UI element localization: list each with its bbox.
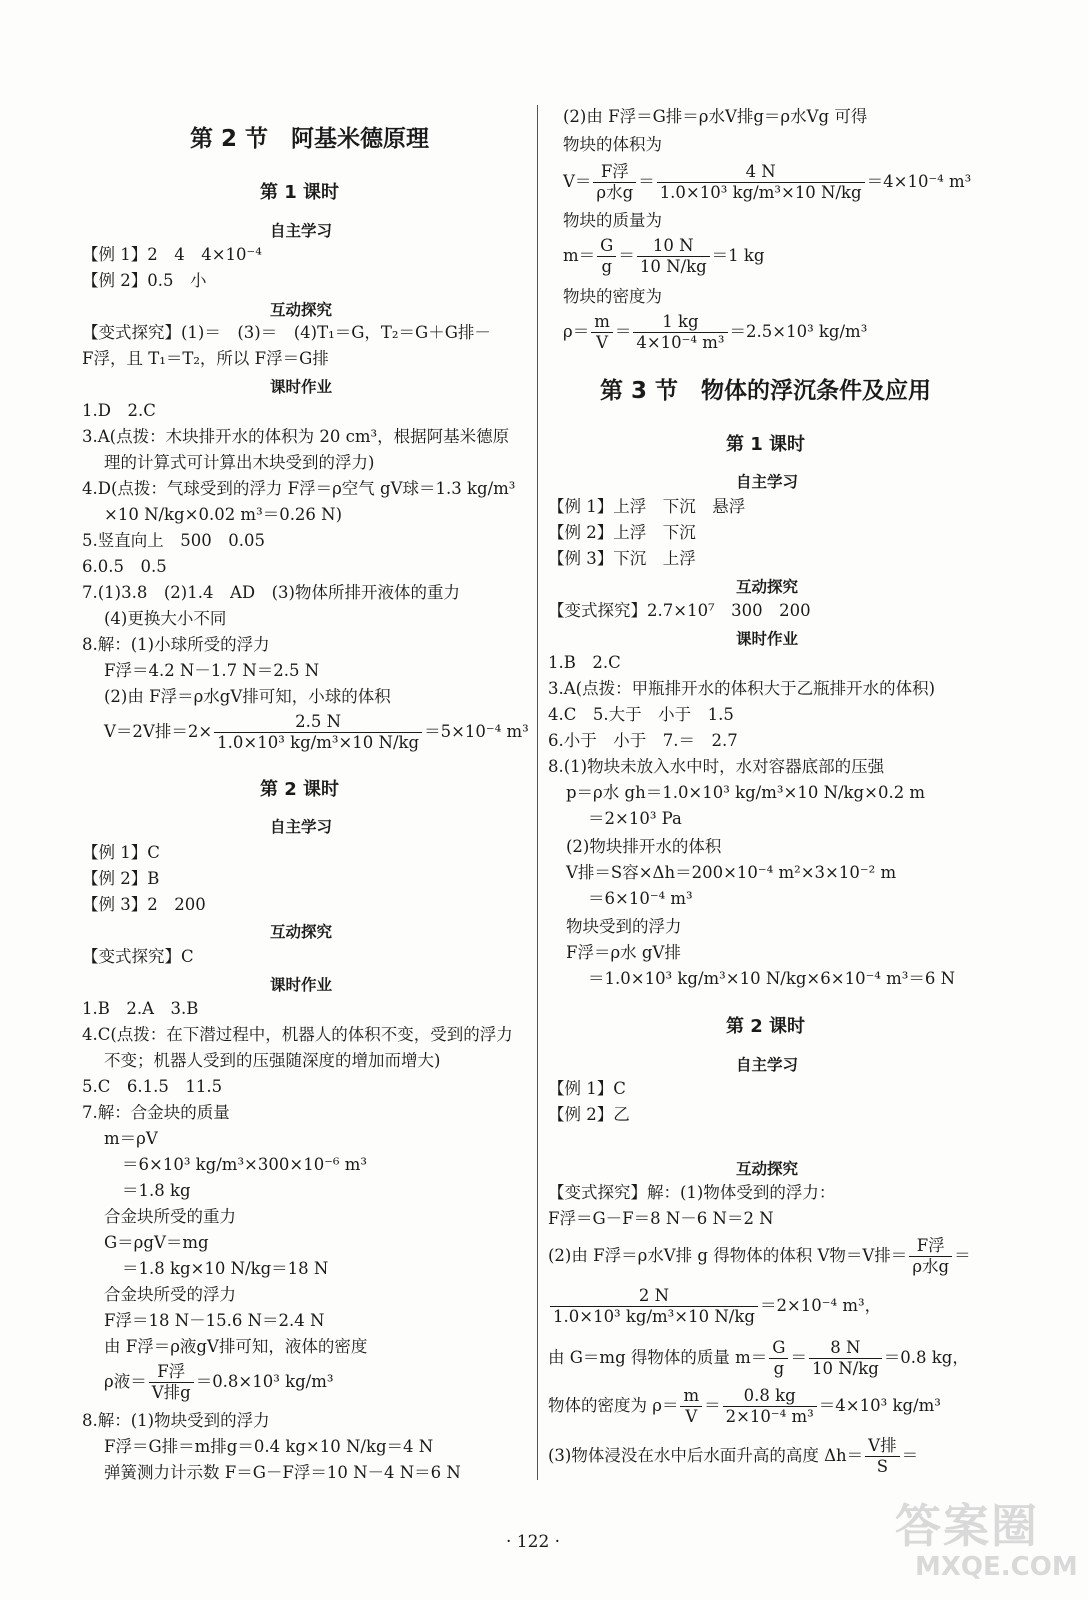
watermark-logo: 答案圈 MXQE.COM xyxy=(895,1499,1078,1582)
answer-line: 3.A(点拨：甲瓶排开水的体积大于乙瓶排开水的体积) xyxy=(548,679,936,698)
column-divider xyxy=(537,105,538,1480)
answer-line: 不变；机器人受到的压强随深度的增加而增大) xyxy=(104,1051,441,1070)
subheading-homework: 课时作业 xyxy=(270,976,333,994)
answer-line: 7.解：合金块的质量 xyxy=(82,1103,230,1122)
subheading-interactive: 互动探究 xyxy=(270,301,333,319)
answer-line: 理的计算式可计算出木块受到的浮力) xyxy=(104,453,375,472)
fraction: $\frac{10 N}{10 N/kg}$ xyxy=(637,236,710,277)
example-1-answer: 【例 1】上浮 下沉 悬浮 xyxy=(548,497,746,516)
example-1-answer: 【例 1】C xyxy=(548,1079,626,1098)
answer-line: 8.解：(1)小球所受的浮力 xyxy=(82,635,270,654)
fraction: $\frac{2 N}{\text{1.0×10³ kg/m³×10 N/kg}}$ xyxy=(550,1286,758,1327)
answer-line: ＝1.8 kg×10 N/kg＝18 N xyxy=(122,1259,329,1278)
subheading-self-study: 自主学习 xyxy=(270,222,333,240)
answer-line: 7.(1)3.8 (2)1.4 AD (3)物体所排开液体的重力 xyxy=(82,583,460,602)
example-2-answer: 【例 2】B xyxy=(82,869,160,888)
formula-line: 物体的密度为 ρ＝ $\frac{m}{V}$ ＝ $\frac{0.8 kg}{\text{2×10⁻⁴ m³}}$ ＝4×10³ kg/m³ xyxy=(548,1386,941,1426)
answer-line: 物块的体积为 xyxy=(563,135,662,154)
fraction: $\frac{2.5 N}{\text{1.0×10³ kg/m³×10 N/kg}}$ xyxy=(214,712,422,753)
example-1-answer: 【例 1】2 4 4×10⁻⁴ xyxy=(82,245,262,264)
variant-answer: 【变式探究】解：(1)物体受到的浮力： xyxy=(548,1183,836,1202)
answer-line: ＝6×10³ kg/m³×300×10⁻⁶ m³ xyxy=(122,1155,368,1174)
answer-line: ＝6×10⁻⁴ m³ xyxy=(588,889,693,908)
variant-answer-line1: 【变式探究】(1)＝ (3)＝ (4)T₁＝G，T₂＝G＋G排－ xyxy=(82,323,491,342)
subheading-interactive: 互动探究 xyxy=(736,1160,799,1178)
answer-line: G＝ρgV＝mg xyxy=(104,1233,209,1252)
fraction: $\frac{G}{g}$ xyxy=(597,236,616,277)
example-1-answer: 【例 1】C xyxy=(82,843,160,862)
answer-line: 4.C 5.大于 小于 1.5 xyxy=(548,705,734,724)
answer-line: 1.D 2.C xyxy=(82,401,156,420)
example-2-answer: 【例 2】0.5 小 xyxy=(82,271,207,290)
fraction: $\frac{\text{F浮}}{\text{ρ水g}}$ xyxy=(909,1236,952,1277)
answer-line: 合金块所受的浮力 xyxy=(104,1285,236,1304)
answer-line: 1.B 2.A 3.B xyxy=(82,999,199,1018)
answer-line: ×10 N/kg×0.02 m³＝0.26 N) xyxy=(104,505,343,524)
subheading-interactive: 互动探究 xyxy=(270,923,333,941)
variant-answer: 【变式探究】C xyxy=(82,947,194,966)
formula-line: (2)由 F浮＝ρ水V排 g 得物体的体积 V物＝V排＝ $\frac{\text{F浮}}{\text{ρ水g}}$ ＝ xyxy=(548,1236,971,1276)
fraction: $\frac{\text{V排}}{S}$ xyxy=(865,1436,899,1477)
subheading-self-study: 自主学习 xyxy=(270,818,333,836)
subheading-homework: 课时作业 xyxy=(270,378,333,396)
page-number: · 122 · xyxy=(506,1532,561,1552)
subheading-homework: 课时作业 xyxy=(736,630,799,648)
answer-line: 3.A(点拨：木块排开水的体积为 20 cm³，根据阿基米德原 xyxy=(82,427,510,446)
lesson-2-title: 第 2 课时 xyxy=(260,779,340,800)
answer-line: 1.B 2.C xyxy=(548,653,621,672)
answer-line: 4.C(点拨：在下潜过程中，机器人的体积不变，受到的浮力 xyxy=(82,1025,513,1044)
variant-answer-line2: F浮，且 T₁＝T₂，所以 F浮＝G排 xyxy=(82,349,329,368)
fraction: $\frac{m}{V}$ xyxy=(591,312,613,353)
answer-line: F浮＝4.2 N－1.7 N＝2.5 N xyxy=(104,661,320,680)
answer-line: 8.(1)物块未放入水中时，水对容器底部的压强 xyxy=(548,757,885,776)
subheading-self-study: 自主学习 xyxy=(736,1056,799,1074)
answer-line: 5.竖直向上 500 0.05 xyxy=(82,531,265,550)
answer-line: 由 F浮＝ρ液gV排可知，液体的密度 xyxy=(104,1337,368,1356)
formula-line: ρ液＝ $\frac{\text{F浮}}{\text{V排g}}$ ＝0.8×10³ kg/m³ xyxy=(104,1362,334,1402)
answer-line: ＝2×10³ Pa xyxy=(588,809,682,828)
fraction: $\frac{4 N}{\text{1.0×10³ kg/m³×10 N/kg}}$ xyxy=(657,162,865,203)
answer-line: 物块的质量为 xyxy=(563,211,662,230)
example-3-answer: 【例 3】2 200 xyxy=(82,895,206,914)
fraction: $\frac{8 N}{10 N/kg}$ xyxy=(809,1338,882,1379)
answer-line: (2)由 F浮＝ρ水gV排可知，小球的体积 xyxy=(104,687,391,706)
formula-line: m＝ $\frac{G}{g}$ ＝ $\frac{10 N}{10 N/kg}$ ＝1 kg xyxy=(563,236,765,276)
answer-line: 6.小于 小于 7.＝ 2.7 xyxy=(548,731,738,750)
answer-line: 合金块所受的重力 xyxy=(104,1207,236,1226)
formula-line: (3)物体浸没在水中后水面升高的高度 Δh＝ $\frac{\text{V排}}{S}$ ＝ xyxy=(548,1436,919,1476)
answer-line: 物块受到的浮力 xyxy=(566,917,682,936)
example-2-answer: 【例 2】乙 xyxy=(548,1105,630,1124)
lesson-1-title: 第 1 课时 xyxy=(260,182,340,203)
formula-line: V＝ $\frac{\text{F浮}}{\text{ρ水g}}$ ＝ $\frac{4 N}{\text{1.0×10³ kg/m³×10 N/kg}}$ ＝4×10⁻⁴ m³ xyxy=(563,162,972,202)
fraction: $\frac{0.8 kg}{\text{2×10⁻⁴ m³}}$ xyxy=(723,1386,817,1427)
example-3-answer: 【例 3】下沉 上浮 xyxy=(548,549,696,568)
answer-line: ＝1.8 kg xyxy=(122,1181,191,1200)
answer-line: 6.0.5 0.5 xyxy=(82,557,167,576)
fraction: $\frac{\text{F浮}}{\text{V排g}}$ xyxy=(149,1362,194,1403)
example-2-answer: 【例 2】上浮 下沉 xyxy=(548,523,696,542)
answer-line: p＝ρ水 gh＝1.0×10³ kg/m³×10 N/kg×0.2 m xyxy=(566,783,926,802)
answer-line: F浮＝G－F＝8 N－6 N＝2 N xyxy=(548,1209,774,1228)
subheading-self-study: 自主学习 xyxy=(736,473,799,491)
formula-line: 由 G＝mg 得物体的质量 m＝ $\frac{G}{g}$ ＝ $\frac{8 N}{10 N/kg}$ ＝0.8 kg， xyxy=(548,1338,969,1378)
formula-line: $\frac{2 N}{\text{1.0×10³ kg/m³×10 N/kg}}$ ＝2×10⁻⁴ m³， xyxy=(548,1286,881,1327)
answer-line: m＝ρV xyxy=(104,1129,158,1148)
variant-answer: 【变式探究】2.7×10⁷ 300 200 xyxy=(548,601,811,620)
fraction: $\frac{1 kg}{\text{4×10⁻⁴ m³}}$ xyxy=(633,312,727,353)
answer-line: 5.C 6.1.5 11.5 xyxy=(82,1077,223,1096)
section-2-title: 第 2 节 阿基米德原理 xyxy=(190,126,430,152)
fraction: $\frac{G}{g}$ xyxy=(769,1338,788,1379)
fraction: $\frac{\text{F浮}}{\text{ρ水g}}$ xyxy=(593,162,636,203)
subheading-interactive: 互动探究 xyxy=(736,578,799,596)
answer-line: F浮＝18 N－15.6 N＝2.4 N xyxy=(104,1311,325,1330)
section-3-title: 第 3 节 物体的浮沉条件及应用 xyxy=(600,378,932,404)
answer-line: 物块的密度为 xyxy=(563,287,662,306)
answer-line: 4.D(点拨：气球受到的浮力 F浮＝ρ空气 gV球＝1.3 kg/m³ xyxy=(82,479,516,498)
answer-line: V排＝S容×Δh＝200×10⁻⁴ m²×3×10⁻² m xyxy=(566,863,897,882)
answer-line: 弹簧测力计示数 F＝G－F浮＝10 N－4 N＝6 N xyxy=(104,1463,461,1482)
answer-line: ＝1.0×10³ kg/m³×10 N/kg×6×10⁻⁴ m³＝6 N xyxy=(588,969,956,988)
answer-line: 8.解：(1)物块受到的浮力 xyxy=(82,1411,270,1430)
answer-line: (4)更换大小不同 xyxy=(104,609,227,628)
fraction: $\frac{m}{V}$ xyxy=(680,1386,702,1427)
answer-line: F浮＝G排＝m排g＝0.4 kg×10 N/kg＝4 N xyxy=(104,1437,434,1456)
lesson-1-title: 第 1 课时 xyxy=(726,434,806,455)
lesson-2-title: 第 2 课时 xyxy=(726,1016,806,1037)
answer-line: (2)物块排开水的体积 xyxy=(566,837,722,856)
answer-line: (2)由 F浮＝G排＝ρ水V排g＝ρ水Vg 可得 xyxy=(563,107,868,126)
answer-line: F浮＝ρ水 gV排 xyxy=(566,943,681,962)
formula-line: ρ＝ $\frac{m}{V}$ ＝ $\frac{1 kg}{\text{4×10⁻⁴ m³}}$ ＝2.5×10³ kg/m³ xyxy=(563,312,868,352)
formula-line: V＝2V排＝2× $\frac{2.5 N}{\text{1.0×10³ kg/m³×10 N/kg}}$ ＝5×10⁻⁴ m³ xyxy=(104,712,529,752)
